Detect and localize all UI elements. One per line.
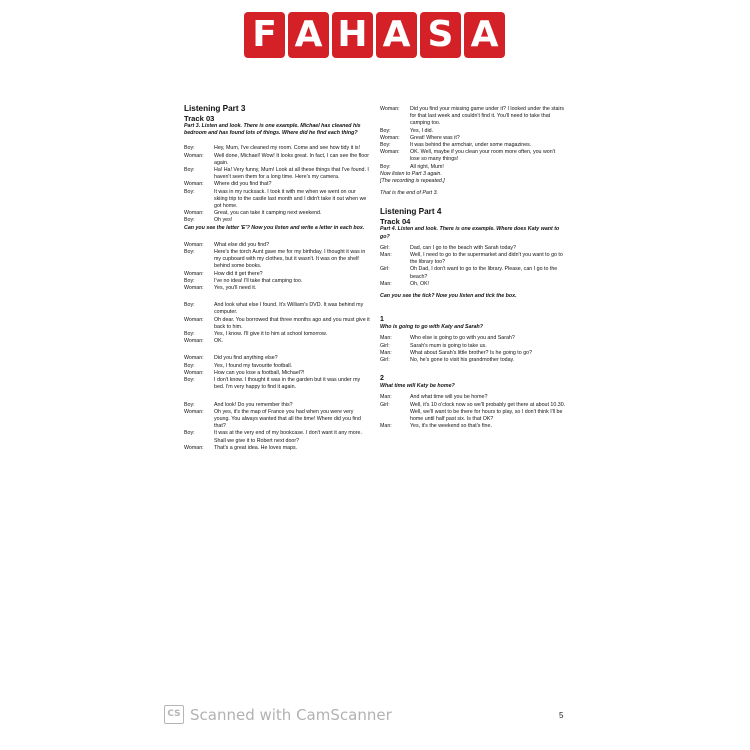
dialogue-block	[184, 355, 370, 391]
question: Who is going to go with Katy and Sarah?	[380, 324, 483, 331]
instruction: Part 4. Listen and look. There is one example. Where does Katy want to go?	[380, 226, 560, 240]
speaker-label: Girl:	[380, 342, 390, 349]
dialogue-text: Sarah's mum is going to take us.	[410, 342, 487, 349]
dialogue-text: And what time will you be home?	[410, 394, 488, 401]
dialogue-text: And look! Do you remember this?	[214, 401, 293, 408]
dialogue-line	[184, 377, 370, 391]
track-label: Track 03	[184, 114, 215, 123]
speaker-label: Woman:	[184, 408, 204, 415]
dialogue-text: I don't know. I thought it was in the garden but it was under my bed. I'm very happy to find it again.	[214, 377, 361, 391]
camscanner-watermark	[164, 705, 392, 724]
speaker-label: Girl:	[380, 244, 390, 251]
page-number: 5	[559, 711, 564, 720]
dialogue-text: Great! Where was it?	[410, 134, 460, 141]
question-number: 1	[380, 316, 384, 324]
dialogue-line	[380, 266, 566, 280]
speaker-label: Boy:	[184, 167, 195, 174]
camscanner-icon: CS	[164, 705, 184, 724]
dialogue-line	[380, 281, 566, 288]
speaker-label: Woman:	[184, 444, 204, 451]
speaker-label: Boy:	[184, 362, 195, 369]
speaker-label: Boy:	[184, 377, 195, 384]
dialogue-line	[184, 402, 370, 409]
note: Now listen to Part 3 again.	[380, 170, 442, 177]
dialogue-text: Yes, you'll need it.	[214, 285, 257, 292]
scanner-text: Scanned with CamScanner	[190, 705, 392, 724]
speaker-label: Woman:	[184, 210, 204, 217]
dialogue-line	[380, 106, 566, 128]
speaker-label: Man:	[380, 335, 392, 342]
dialogue-line	[184, 370, 370, 377]
dialogue-text: Where did you find that?	[214, 181, 272, 188]
speaker-label: Boy:	[184, 145, 195, 152]
question: What time will Katy be home?	[380, 383, 455, 390]
dialogue-text: Oh dear. You borrowed that three months ago and you must give it back to him.	[214, 316, 370, 330]
speaker-label: Woman:	[184, 338, 204, 345]
speaker-label: Woman:	[184, 270, 204, 277]
dialogue-text: Dad, can I go to the beach with Sarah today?	[410, 244, 517, 251]
dialogue-text: Well, it's 10 o'clock now so we'll probably get there at about 10.30. Well, we'll want to be there for hours to play, so I don't think I'll be home until half past six. Is that OK?	[410, 401, 566, 423]
speaker-label: Boy:	[184, 401, 195, 408]
dialogue-line	[380, 245, 566, 252]
speaker-label: Boy:	[184, 277, 195, 284]
dialogue-block	[184, 145, 370, 224]
speaker-label: Girl:	[380, 357, 390, 364]
dialogue-block	[380, 335, 566, 364]
speaker-label: Woman:	[184, 316, 204, 323]
speaker-label: Boy:	[184, 217, 195, 224]
dialogue-text: It was behind the armchair, under some magazines.	[410, 142, 532, 149]
note: Can you see the tick? Now you listen and tick the box.	[380, 293, 517, 300]
speaker-label: Man:	[380, 423, 392, 430]
dialogue-block	[380, 394, 566, 430]
speaker-label: Woman:	[184, 285, 204, 292]
speaker-label: Man:	[380, 280, 392, 287]
speaker-label: Woman:	[380, 149, 400, 156]
logo-letter: A	[288, 12, 329, 58]
dialogue-line	[184, 153, 370, 167]
dialogue-text: How did it get there?	[214, 270, 263, 277]
dialogue-line	[184, 242, 370, 249]
logo-letter: H	[332, 12, 373, 58]
dialogue-text: Ha! Ha! Very funny, Mum! Look at all these things that I've found. I haven't seen them for a long time. Here's my camera.	[214, 167, 369, 181]
speaker-label: Woman:	[184, 369, 204, 376]
speaker-label: Girl:	[380, 266, 390, 273]
speaker-label: Man:	[380, 349, 392, 356]
dialogue-text: Oh yes, it's the map of France you had when you were very young. You always wanted that all the time! Where did you find that?	[214, 408, 361, 430]
dialogue-text: No, he's gone to visit his grandmother today.	[410, 357, 515, 364]
dialogue-line	[184, 363, 370, 370]
dialogue-line	[380, 402, 566, 424]
dialogue-line	[380, 357, 566, 364]
dialogue-text: And look what else I found. It's William's DVD. It was behind my computer.	[214, 302, 364, 316]
dialogue-text: How can you lose a football, Michael?!	[214, 369, 305, 376]
dialogue-line	[184, 317, 370, 331]
question-number: 2	[380, 375, 384, 383]
note: Can you see the letter 'E'? Now you listen and write a letter in each box.	[184, 224, 365, 231]
dialogue-block	[380, 245, 566, 288]
dialogue-line	[184, 338, 370, 345]
logo-letter: S	[420, 12, 461, 58]
dialogue-block	[380, 106, 566, 171]
dialogue-line	[184, 331, 370, 338]
dialogue-line	[380, 350, 566, 357]
dialogue-line	[184, 302, 370, 316]
speaker-label: Woman:	[184, 241, 204, 248]
dialogue-text: Great, you can take it camping next weekend.	[214, 210, 322, 217]
dialogue-line	[380, 394, 566, 401]
dialogue-block	[184, 402, 370, 452]
dialogue-line	[380, 142, 566, 149]
dialogue-text: Did you find anything else?	[214, 355, 278, 362]
right-column	[380, 106, 566, 431]
dialogue-text: It was in my rucksack. I took it with me when we went on our skiing trip to the castle last month and I didn't take it out when we got home.	[214, 188, 367, 210]
speaker-label: Girl:	[380, 401, 390, 408]
track-label: Track 04	[380, 217, 411, 227]
dialogue-line	[184, 430, 370, 444]
dialogue-text: It was at the very end of my bookcase. I don't want it any more. Shall we give it to Robert next door?	[214, 430, 362, 444]
left-column	[184, 104, 370, 452]
dialogue-line	[184, 249, 370, 271]
dialogue-text: Here's the torch Aunt gave me for my birthday. I thought it was in my cupboard with my clothes, but it wasn't. It was on the shelf behind some books.	[214, 249, 366, 270]
logo-letter: A	[376, 12, 417, 58]
speaker-label: Woman:	[184, 355, 204, 362]
dialogue-line	[184, 285, 370, 292]
speaker-label: Woman:	[184, 152, 204, 159]
dialogue-text: Well, I need to go to the supermarket and didn't you want to go to the library too?	[410, 252, 563, 266]
section-title: Listening Part 3	[184, 104, 246, 113]
speaker-label: Man:	[380, 252, 392, 259]
dialogue-text: Did you find your missing game under it? I looked under the stairs for that last week and couldn't find it. You'll need to take that camping too.	[410, 106, 564, 127]
dialogue-line	[380, 335, 566, 342]
dialogue-line	[184, 210, 370, 217]
speaker-label: Boy:	[380, 142, 391, 149]
speaker-label: Woman:	[184, 181, 204, 188]
dialogue-text: I've no idea! I'll take that camping too.	[214, 277, 303, 284]
dialogue-line	[184, 355, 370, 362]
dialogue-line	[380, 164, 566, 171]
speaker-label: Boy:	[380, 163, 391, 170]
dialogue-block	[184, 302, 370, 345]
dialogue-text: OK.	[214, 338, 224, 345]
dialogue-line	[380, 252, 566, 266]
dialogue-line	[184, 189, 370, 211]
speaker-label: Boy:	[184, 249, 195, 256]
dialogue-line	[184, 217, 370, 224]
dialogue-text: Oh, OK!	[410, 280, 430, 287]
dialogue-line	[184, 181, 370, 188]
dialogue-text: What else did you find?	[214, 241, 270, 248]
dialogue-block	[184, 242, 370, 292]
dialogue-line	[380, 128, 566, 135]
section-title: Listening Part 4	[380, 207, 442, 217]
dialogue-line	[380, 135, 566, 142]
dialogue-line	[184, 167, 370, 181]
dialogue-line	[380, 423, 566, 430]
dialogue-line	[184, 145, 370, 152]
dialogue-text: All right, Mum!	[410, 163, 444, 170]
note: That is the end of Part 3.	[380, 190, 439, 197]
dialogue-text: OK. Well, maybe if you clean your room more often, you won't lose so many things!	[410, 149, 556, 163]
fahasa-logo	[244, 12, 505, 58]
logo-letter: F	[244, 12, 285, 58]
speaker-label: Boy:	[184, 331, 195, 338]
dialogue-line	[184, 271, 370, 278]
dialogue-line	[380, 149, 566, 163]
dialogue-text: Yes, I know. I'll give it to him at school tomorrow.	[214, 331, 327, 338]
dialogue-text: Well done, Michael! Wow! It looks great. In fact, I can see the floor again.	[214, 152, 369, 166]
dialogue-text: What about Sarah's little brother? Is he going to go?	[410, 349, 533, 356]
dialogue-line	[380, 343, 566, 350]
dialogue-text: Who else is going to go with you and Sarah?	[410, 335, 515, 342]
speaker-label: Woman:	[380, 106, 400, 112]
dialogue-text: Hey, Mum, I've cleaned my room. Come and see how tidy it is!	[214, 145, 361, 152]
speaker-label: Man:	[380, 394, 392, 401]
speaker-label: Boy:	[184, 430, 195, 437]
speaker-label: Boy:	[184, 302, 195, 309]
dialogue-line	[184, 278, 370, 285]
dialogue-text: That's a great idea. He loves maps.	[214, 444, 298, 451]
speaker-label: Woman:	[380, 134, 400, 141]
dialogue-line	[184, 409, 370, 431]
dialogue-line	[184, 445, 370, 452]
speaker-label: Boy:	[184, 188, 195, 195]
instruction: Part 3. Listen and look. There is one example. Michael has cleaned his bedroom and has found lots of things. Where did he find each thing?	[184, 123, 361, 137]
dialogue-text: Oh yes!	[214, 217, 233, 224]
logo-letter: A	[464, 12, 505, 58]
speaker-label: Boy:	[380, 127, 391, 134]
dialogue-text: Yes, I did.	[410, 127, 434, 134]
dialogue-text: Oh Dad, I don't want to go to the library. Please, can I go to the beach?	[410, 266, 558, 280]
note: [The recording is repeated.]	[380, 178, 445, 185]
dialogue-text: Yes, it's the weekend so that's fine.	[410, 423, 492, 430]
dialogue-text: Yes, I found my favourite football.	[214, 362, 293, 369]
